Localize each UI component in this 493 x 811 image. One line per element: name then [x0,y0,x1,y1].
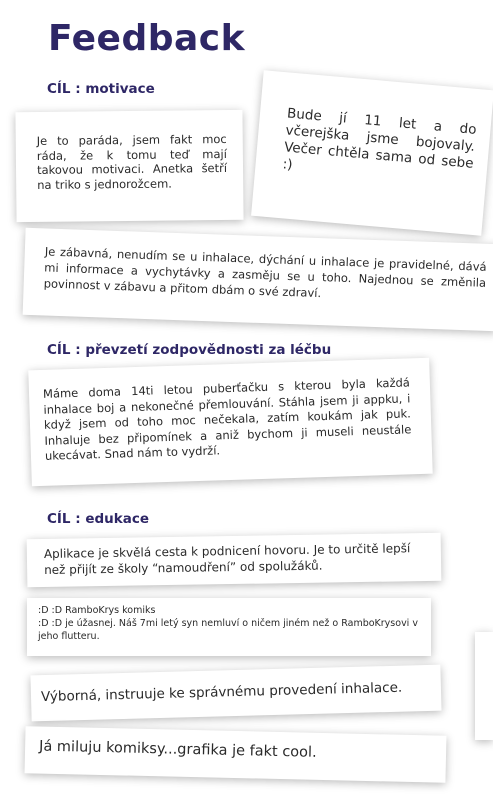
offscreen-card-edge [475,632,493,740]
feedback-text: Aplikace je skvělá cesta k podnicení hovoru. Je to určitě lepší než přijít ze školy “namoudření” od spolužáků. [43,541,411,577]
feedback-card-bude [251,70,493,236]
feedback-text-line1: :D :D RamboKrys komiks [38,605,156,616]
feedback-card-miluju [25,726,447,783]
feedback-text: Je to paráda, jsem fakt moc ráda, že k tomu teď mají takovou motivaci. Anetka šetří na triko s jednorožcem. [36,131,228,192]
feedback-card-zabavna [23,228,493,331]
feedback-card-rambo [27,598,431,656]
feedback-text: Výborná, instruuje ke správnému provedení inhalace. [40,679,403,706]
feedback-text: Já miluju komiksy...grafika je fakt cool. [38,738,317,761]
feedback-text: Je zábavná, nenudím se u inhalace, dýchání u inhalace je pravidelné, dává mi informace a vychytávky a zasměju se u toho. Najednou se změnila povinnost v zábavu a přitom dbám o své zdraví. [43,244,487,301]
feedback-card-mame [28,358,432,487]
goal-label-zodpovednost: CÍL : převzetí zodpovědnosti za léčbu [47,342,332,358]
goal-label-motivace: CÍL : motivace [47,81,155,97]
feedback-card-vyborna [30,665,441,722]
feedback-text: Máme doma 14ti letou puberťačku s kterou byla každá inhalace boj a nekonečné přemlouvání. Stáhla jsem ji appku, i když jsem od toho moc nečekala, zatím koukám jak puk. Inhaluje bez připomínek a aniž bychom ji museli neustále ukecávat. Snad nám to vydrží. [42,375,412,463]
page-title: Feedback [48,18,246,59]
feedback-text-line2: :D :D je úžasnej. Náš 7mi letý syn nemluví o ničem jiném než o RamboKrysovi v jeho flutteru. [38,618,418,642]
goal-label-edukace: CÍL : edukace [47,511,150,527]
feedback-card-aplikace [27,533,442,587]
feedback-text: Bude jí 11 let a do včerejška jsme bojovaly. Večer chtěla sama od sebe :) [281,105,478,174]
feedback-card-parada [15,110,243,222]
